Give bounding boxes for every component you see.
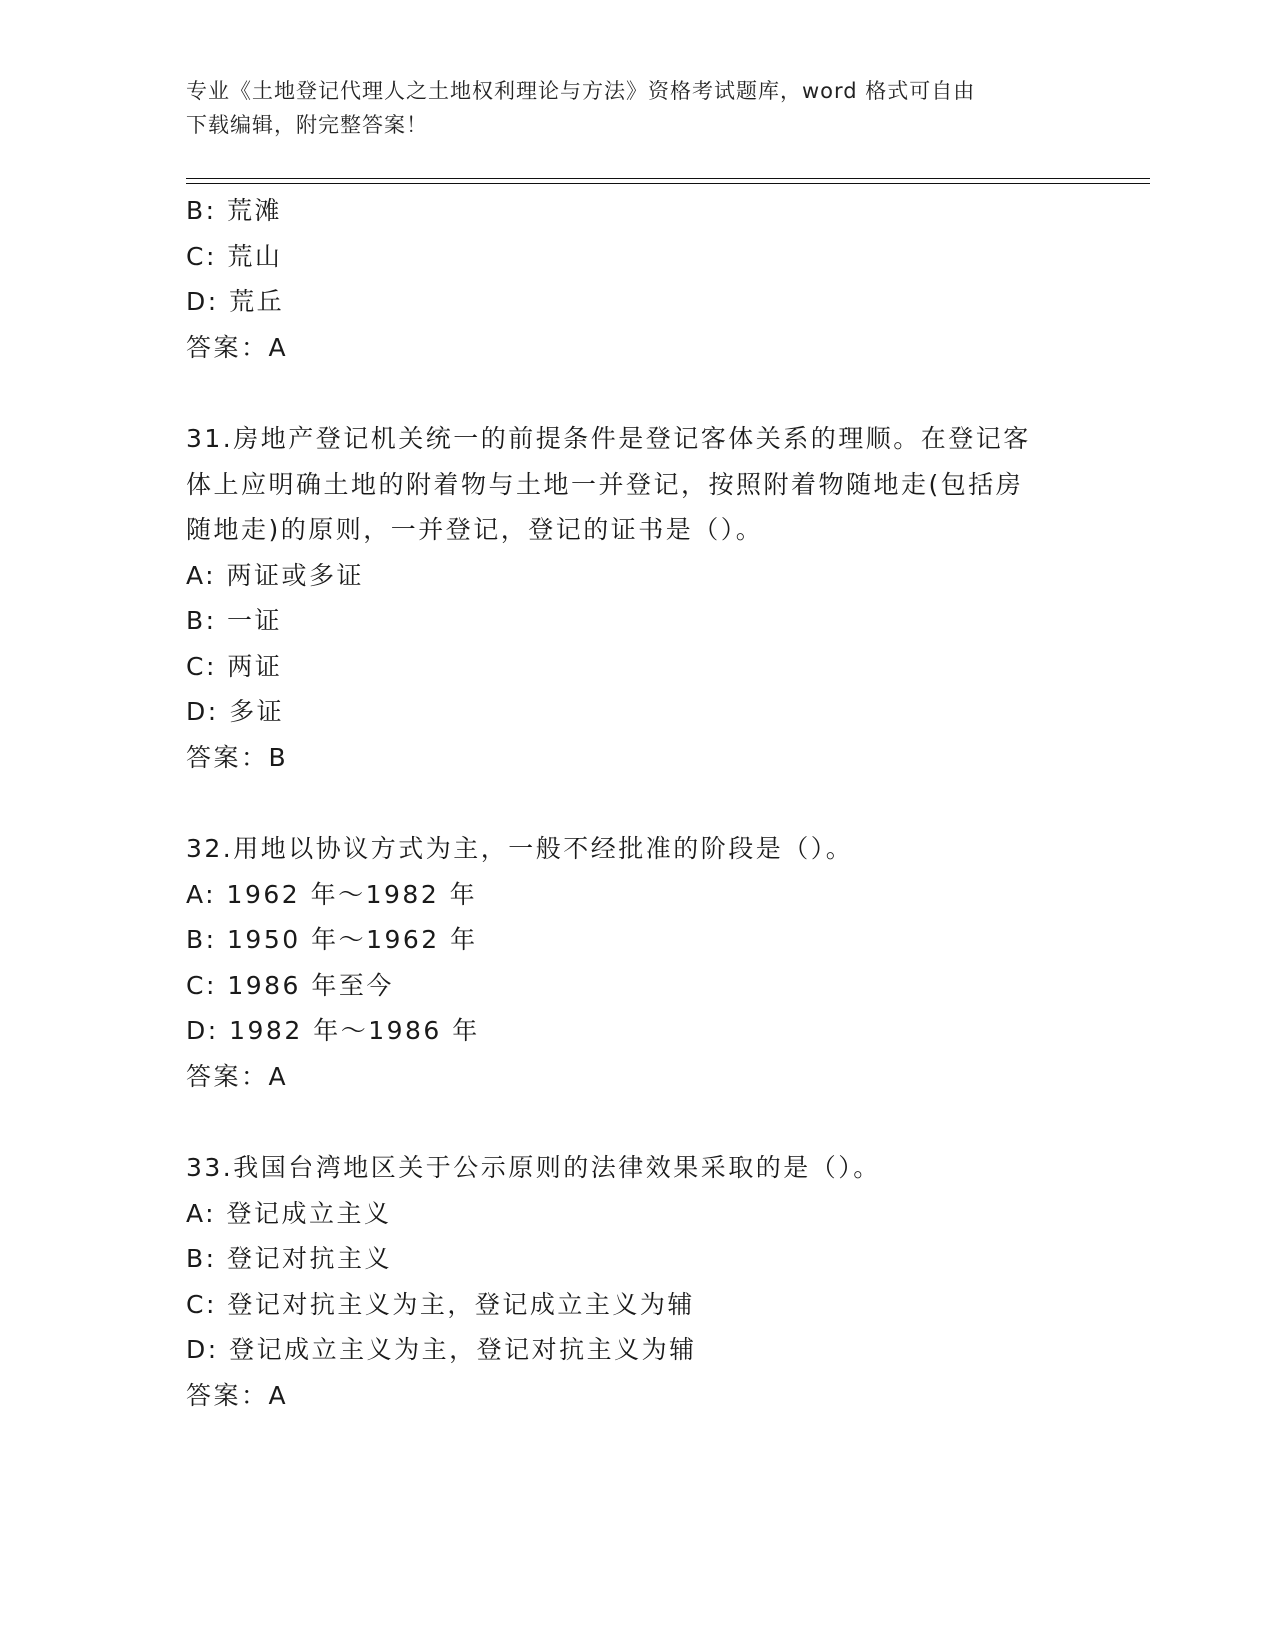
header-divider-bottom bbox=[186, 183, 1150, 184]
header-line-1: 专业《土地登记代理人之土地权利理论与方法》资格考试题库，word 格式可自由 bbox=[186, 79, 976, 103]
option-line: B: 一证 bbox=[186, 606, 283, 635]
option-line: C: 1986 年至今 bbox=[186, 970, 394, 1000]
question-stem-line: 32.用地以协议方式为主，一般不经批准的阶段是（）。 bbox=[186, 834, 854, 863]
option-line: C: 两证 bbox=[186, 651, 283, 681]
option-line: D: 荒丘 bbox=[186, 287, 285, 316]
option-line: A: 两证或多证 bbox=[186, 560, 365, 590]
document-header bbox=[186, 74, 1066, 142]
question-31 bbox=[186, 416, 1086, 780]
answer-line: 答案：A bbox=[186, 1380, 289, 1410]
option-line: D: 登记成立主义为主，登记对抗主义为辅 bbox=[186, 1335, 697, 1364]
option-line: B: 登记对抗主义 bbox=[186, 1244, 393, 1273]
question-content bbox=[186, 188, 1086, 1418]
option-line: A: 1962 年～1982 年 bbox=[186, 879, 478, 909]
answer-line: 答案：A bbox=[186, 332, 289, 362]
option-line: B: 荒滩 bbox=[186, 196, 283, 225]
question-stem-line: 33.我国台湾地区关于公示原则的法律效果采取的是（）。 bbox=[186, 1153, 881, 1182]
option-line: D: 1982 年～1986 年 bbox=[186, 1016, 480, 1045]
answer-line: 答案：A bbox=[186, 1061, 289, 1091]
option-line: A: 登记成立主义 bbox=[186, 1198, 392, 1228]
continued-question bbox=[186, 188, 1086, 370]
question-stem-line: 体上应明确土地的附着物与土地一并登记，按照附着物随地走(包括房 bbox=[186, 469, 1024, 499]
header-line-2: 下载编辑，附完整答案！ bbox=[186, 113, 428, 137]
question-33 bbox=[186, 1145, 1086, 1418]
question-32 bbox=[186, 826, 1086, 1099]
option-line: B: 1950 年～1962 年 bbox=[186, 925, 478, 954]
option-line: C: 荒山 bbox=[186, 241, 283, 271]
question-stem-line: 随地走)的原则，一并登记，登记的证书是（）。 bbox=[186, 515, 764, 544]
answer-line: 答案：B bbox=[186, 742, 289, 772]
header-divider-top bbox=[186, 178, 1150, 179]
question-stem-line: 31.房地产登记机关统一的前提条件是登记客体关系的理顺。在登记客 bbox=[186, 424, 1031, 453]
option-line: C: 登记对抗主义为主，登记成立主义为辅 bbox=[186, 1289, 695, 1319]
option-line: D: 多证 bbox=[186, 697, 285, 726]
